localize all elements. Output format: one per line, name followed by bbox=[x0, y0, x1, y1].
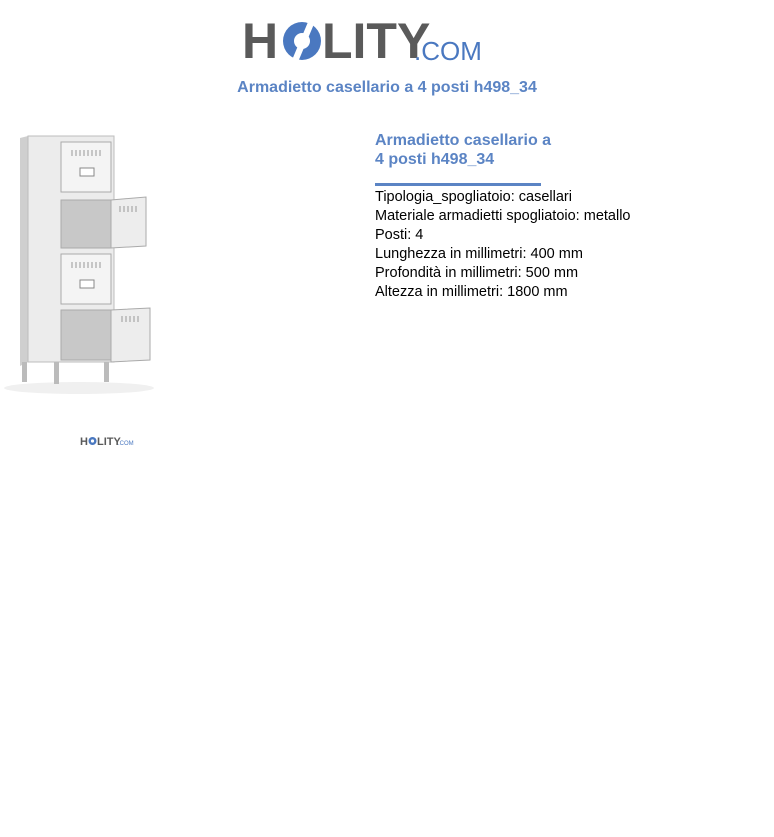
product-info bbox=[375, 131, 705, 302]
spec-materiale: Materiale armadietti spogliatoio: metallo bbox=[375, 208, 631, 224]
svg-text:H: H bbox=[80, 436, 88, 448]
spec-profondita: Profondità in millimetri: 500 mm bbox=[375, 265, 579, 281]
svg-text:LITY: LITY bbox=[322, 13, 431, 69]
small-holity-logo bbox=[80, 434, 132, 448]
spec-posti: Posti: 4 bbox=[375, 227, 424, 243]
holity-logo bbox=[242, 12, 482, 68]
spec-tipologia: Tipologia_spogliatoio: casellari bbox=[375, 189, 572, 205]
product-title bbox=[375, 131, 705, 169]
spec-list bbox=[375, 188, 705, 302]
svg-text:.COM: .COM bbox=[414, 36, 482, 66]
svg-text:LITY: LITY bbox=[97, 436, 121, 448]
page-title: Armadietto casellario a 4 posti h498_34 bbox=[237, 79, 537, 96]
product-image bbox=[4, 130, 164, 405]
product-title-line1: Armadietto casellario a bbox=[375, 132, 552, 149]
spec-altezza: Altezza in millimetri: 1800 mm bbox=[375, 284, 568, 300]
spec-lunghezza: Lunghezza in millimetri: 400 mm bbox=[375, 246, 583, 262]
title-divider bbox=[375, 183, 541, 186]
svg-text:.COM: .COM bbox=[118, 441, 134, 447]
product-title-line2: 4 posti h498_34 bbox=[375, 151, 495, 168]
logo-o-icon bbox=[283, 22, 321, 62]
svg-text:H: H bbox=[242, 13, 279, 69]
